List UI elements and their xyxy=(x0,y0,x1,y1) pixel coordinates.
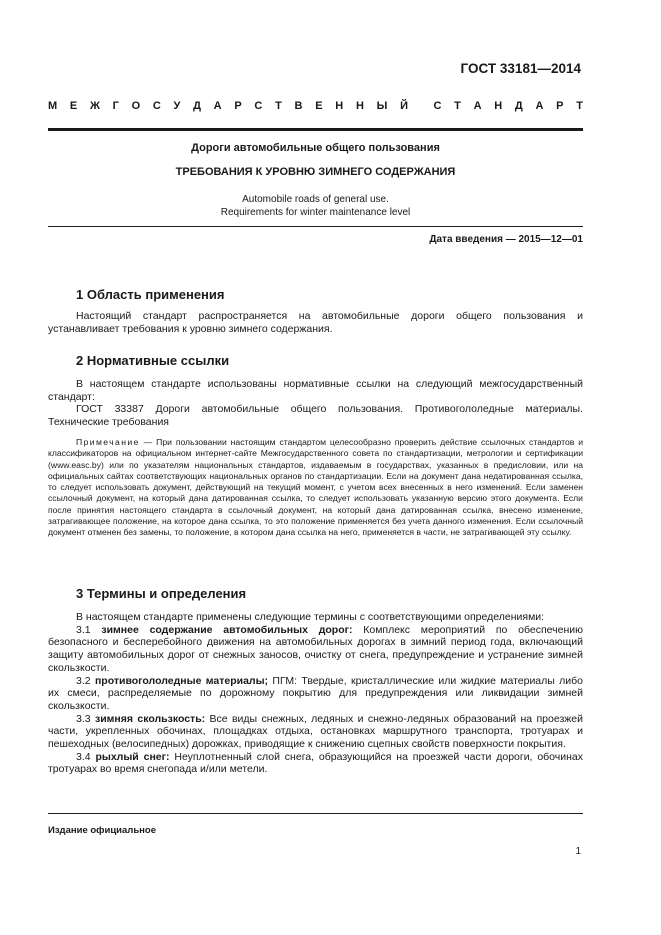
banner-letter: С xyxy=(254,100,263,112)
banner-letter: С xyxy=(433,100,442,112)
banner-letter: Н xyxy=(494,100,503,112)
banner-letter: Г xyxy=(112,100,119,112)
term-3-3 xyxy=(48,713,583,751)
section-3-body xyxy=(48,611,583,776)
banner-letter: Р xyxy=(556,100,564,112)
title-rule xyxy=(48,226,583,227)
term-3-4-number: 3.4 xyxy=(76,750,96,763)
section-2-text-1: В настоящем стандарте использованы нормативные ссылки на следующий межгосударственный стандарт: xyxy=(48,378,583,403)
english-title-line-2: Requirements for winter maintenance level xyxy=(220,207,411,218)
term-3-1-term: зимнее содержание автомобильных дорог: xyxy=(101,623,353,636)
banner-letter: Е xyxy=(315,100,323,112)
banner-letter: У xyxy=(173,100,181,112)
banner-letter: Ж xyxy=(89,100,100,112)
banner-letter: Д xyxy=(514,100,523,112)
banner-letter: Е xyxy=(69,100,78,112)
document-subtitle: ТРЕБОВАНИЯ К УРОВНЮ ЗИМНЕГО СОДЕРЖАНИЯ xyxy=(175,166,456,178)
section-3-intro: В настоящем стандарте применены следующие термины с соответствующими определениями: xyxy=(76,611,545,623)
term-3-1 xyxy=(48,624,583,675)
section-2-reference: ГОСТ 33387 Дороги автомобильные общего пользования. Противогололедные материалы. Технические требования xyxy=(48,403,583,429)
introduction-date: Дата введения — 2015—12—01 xyxy=(429,234,583,245)
interstate-standard-banner xyxy=(48,100,583,112)
banner-letter: А xyxy=(473,100,482,112)
term-3-4-term: рыхлый снег: xyxy=(95,750,170,763)
banner-letter: Т xyxy=(576,100,583,112)
header-rule xyxy=(48,128,583,131)
banner-letter: Ы xyxy=(376,100,388,112)
english-title-line-1: Automobile roads of general use. xyxy=(242,194,389,205)
banner-letter: Н xyxy=(355,100,364,112)
document-designation: ГОСТ 33181—2014 xyxy=(460,61,581,76)
term-3-1-definition: Комплекс мероприятий по обеспечению безопасного и бесперебойного движения на автомобильных дорогах в зимний период года, включающий защиту автомобильных дорог от снежных заносов, очистку от снега, предупреждение и устранение зимней скользкости. xyxy=(48,623,583,674)
term-3-3-term: зимняя скользкость: xyxy=(94,712,206,725)
section-2-heading: 2 Нормативные ссылки xyxy=(76,353,230,368)
section-1-text: Настоящий стандарт распространяется на автомобильные дороги общего пользования и устанавливает требования к уровню зимнего содержания. xyxy=(48,310,583,335)
official-edition-label: Издание официальное xyxy=(48,825,156,836)
term-3-2-number: 3.2 xyxy=(76,674,95,687)
english-title xyxy=(48,193,583,219)
page-number: 1 xyxy=(575,846,581,857)
banner-letter: В xyxy=(294,100,303,112)
note-text: — При пользовании настоящим стандартом целесообразно проверить действие ссылочных стандартов и классификаторов на официальном интернет-сайте Межгосударственного совета по стандартизации, метрологии и сертификации (www.easc.by) или по указателям национальных стандартов, издаваемым в государствах, указанных в предисловии, или на официальных сайтах соответствующих национальных органов по стандартизации. Если на документ дана недатированная ссылка, то следует использовать документ, действующий на текущий момент, с учетом всех внесенных в него изменений. Если заменен ссылочный документ, на который дана датированная ссылка, то следует использовать указанную версию этого документа. Если после принятия настоящего стандарта в ссылочный документ, на который дана датированная ссылка, внесено изменение, затрагивающее положение, на которое дана ссылка, то это положение применяется без учета данного изменения. Если ссылочный документ отменен без замены, то положение, в котором дана ссылка на него, применяется в части, не затрагивающей эту ссылку. xyxy=(48,437,583,538)
banner-letter: М xyxy=(48,100,58,112)
section-1-heading: 1 Область применения xyxy=(76,287,225,302)
banner-letter: А xyxy=(213,100,222,112)
term-3-3-definition: Все виды снежных, ледяных и снежно-ледяных образований на проезжей части, укрепленных обочинах, площадках отдыха, остановках маршрутного транспорта, тротуарах и пешеходных (велосипедных) дорожках, приводящие к снижению сцепных свойств поверхности покрытия. xyxy=(48,712,583,751)
section-2-body xyxy=(48,378,583,429)
banner-letter: С xyxy=(152,100,161,112)
banner-letter: Д xyxy=(193,100,201,112)
banner-letter: Р xyxy=(234,100,242,112)
banner-letter: Т xyxy=(454,100,461,112)
term-3-4 xyxy=(48,751,583,776)
section-3-heading: 3 Термины и определения xyxy=(76,586,247,601)
banner-letter: Й xyxy=(400,100,409,112)
document-title: Дороги автомобильные общего пользования xyxy=(191,142,440,154)
term-3-2-definition: ПГМ: Твердые, кристаллические или жидкие материалы либо их смеси, распределяемые по дорожному покрытию для предупреждения или ликвидации зимней скользкости. xyxy=(48,674,583,712)
term-3-1-number: 3.1 xyxy=(76,623,102,636)
term-3-2-term: противогололедные материалы; xyxy=(94,674,269,687)
section-1-body xyxy=(48,310,583,335)
term-3-4-definition: Неуплотненный слой снега, образующийся на проезжей части дороги, обочинах тротуарах во время снегопада и/или метели. xyxy=(48,750,584,776)
note-label: Примечание xyxy=(76,437,140,447)
banner-letter: Т xyxy=(275,100,282,112)
banner-letter: А xyxy=(535,100,544,112)
footer-rule xyxy=(48,813,583,814)
banner-letter: Н xyxy=(335,100,344,112)
term-3-2 xyxy=(48,675,583,713)
term-3-3-number: 3.3 xyxy=(76,712,95,725)
section-2-note xyxy=(48,437,583,539)
banner-letter: О xyxy=(131,100,141,112)
